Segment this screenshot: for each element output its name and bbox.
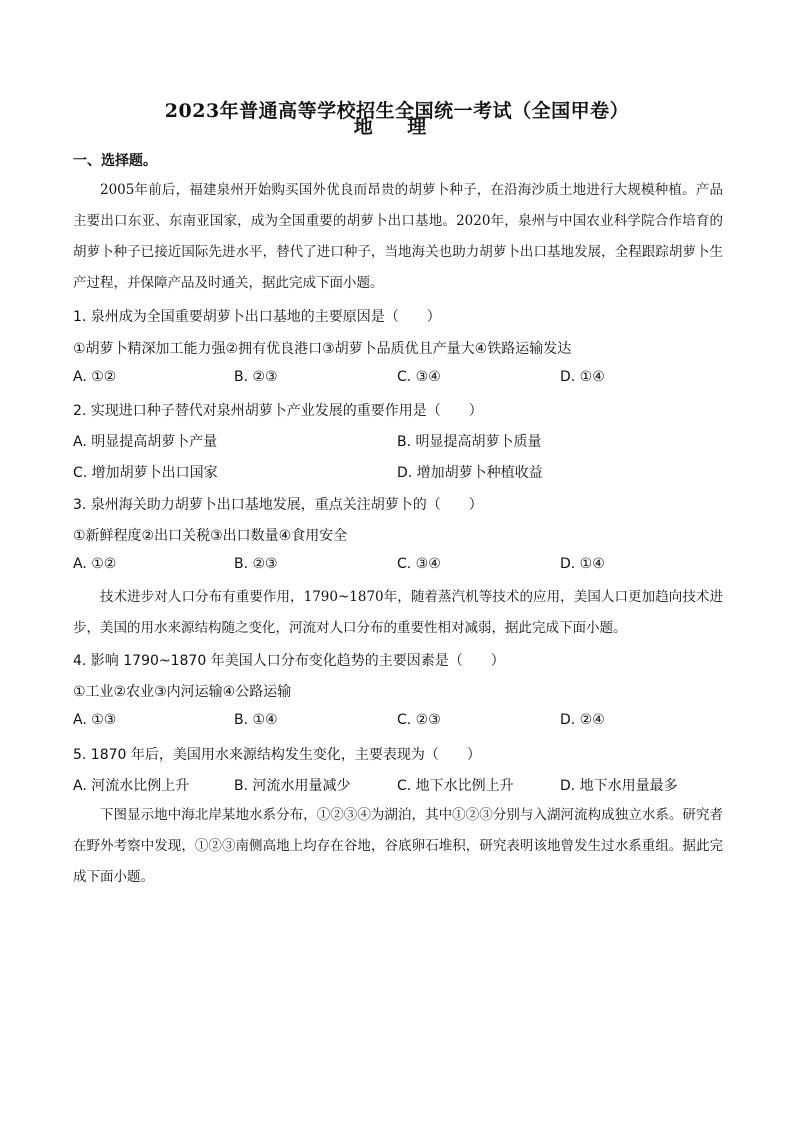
question-2-stem: 2. 实现进口种子替代对泉州胡萝卜产业发展的重要作用是（ ） [73, 403, 483, 419]
option-d[interactable]: D. 增加胡萝卜种植收益 [397, 465, 543, 481]
option-c[interactable]: C. ③④ [397, 556, 441, 572]
question-1-statements: ①胡萝卜精深加工能力强②拥有优良港口③胡萝卜品质优且产量大④铁路运输发达 [73, 341, 572, 357]
option-a[interactable]: A. ①② [73, 369, 117, 385]
option-a[interactable]: A. ①② [73, 556, 117, 572]
option-d[interactable]: D. ①④ [560, 556, 605, 572]
option-d[interactable]: D. ②④ [560, 712, 605, 728]
question-3-stem: 3. 泉州海关助力胡萝卜出口基地发展，重点关注胡萝卜的（ ） [73, 497, 483, 513]
option-b[interactable]: B. ①④ [234, 712, 278, 728]
option-b[interactable]: B. 河流水用量减少 [234, 778, 351, 794]
option-d[interactable]: D. ①④ [560, 369, 605, 385]
passage-2: 技术进步对人口分布有重要作用，1790~1870年，随着蒸汽机等技术的应用，美国人口更加趋向技术进步，美国的用水来源结构随之变化，河流对人口分布的重要性相对减弱，据此完成下面小题。 [73, 589, 723, 636]
exam-title: 2023年普通高等学校招生全国统一考试（全国甲卷） [164, 100, 630, 122]
option-c[interactable]: C. ③④ [397, 369, 441, 385]
option-a[interactable]: A. 河流水比例上升 [73, 778, 190, 794]
question-5-stem: 5. 1870 年后，美国用水来源结构发生变化，主要表现为（ ） [73, 747, 481, 763]
option-b[interactable]: B. ②③ [234, 369, 278, 385]
option-c[interactable]: C. 地下水比例上升 [397, 778, 514, 794]
option-a[interactable]: A. 明显提高胡萝卜产量 [73, 434, 218, 450]
option-c[interactable]: C. 增加胡萝卜出口国家 [73, 465, 218, 481]
subject-title: 地 理 [353, 116, 441, 138]
question-4-stem: 4. 影响 1790~1870 年美国人口分布变化趋势的主要因素是（ ） [73, 653, 505, 669]
option-a[interactable]: A. ①③ [73, 712, 117, 728]
passage-1: 2005年前后，福建泉州开始购买国外优良而昂贵的胡萝卜种子，在沿海沙质土地进行大规模种植。产品主要出口东亚、东南亚国家，成为全国重要的胡萝卜出口基地。2020年，泉州与中国农业科学院合作培育的胡萝卜种子已接近国际先进水平，替代了进口种子，当地海关也助力胡萝卜出口基地发展，全程跟踪胡萝卜生产过程，并保障产品及时通关，据此完成下面小题。 [73, 182, 723, 291]
question-3-statements: ①新鲜程度②出口关税③出口数量④食用安全 [73, 528, 348, 544]
option-d[interactable]: D. 地下水用量最多 [560, 778, 678, 794]
option-b[interactable]: B. 明显提高胡萝卜质量 [397, 434, 542, 450]
option-c[interactable]: C. ②③ [397, 712, 441, 728]
question-1-stem: 1. 泉州成为全国重要胡萝卜出口基地的主要原因是（ ） [73, 309, 441, 325]
passage-3: 下图显示地中海北岸某地水系分布，①②③④为湖泊，其中①②③分别与入湖河流构成独立水系。研究者在野外考察中发现，①②③南侧高地上均存在谷地，谷底卵石堆积，研究表明该地曾发生过水系重组。据此完成下面小题。 [73, 807, 723, 885]
question-4-statements: ①工业②农业③内河运输④公路运输 [73, 684, 292, 700]
section-heading: 一、选择题。 [73, 153, 157, 169]
option-b[interactable]: B. ②③ [234, 556, 278, 572]
